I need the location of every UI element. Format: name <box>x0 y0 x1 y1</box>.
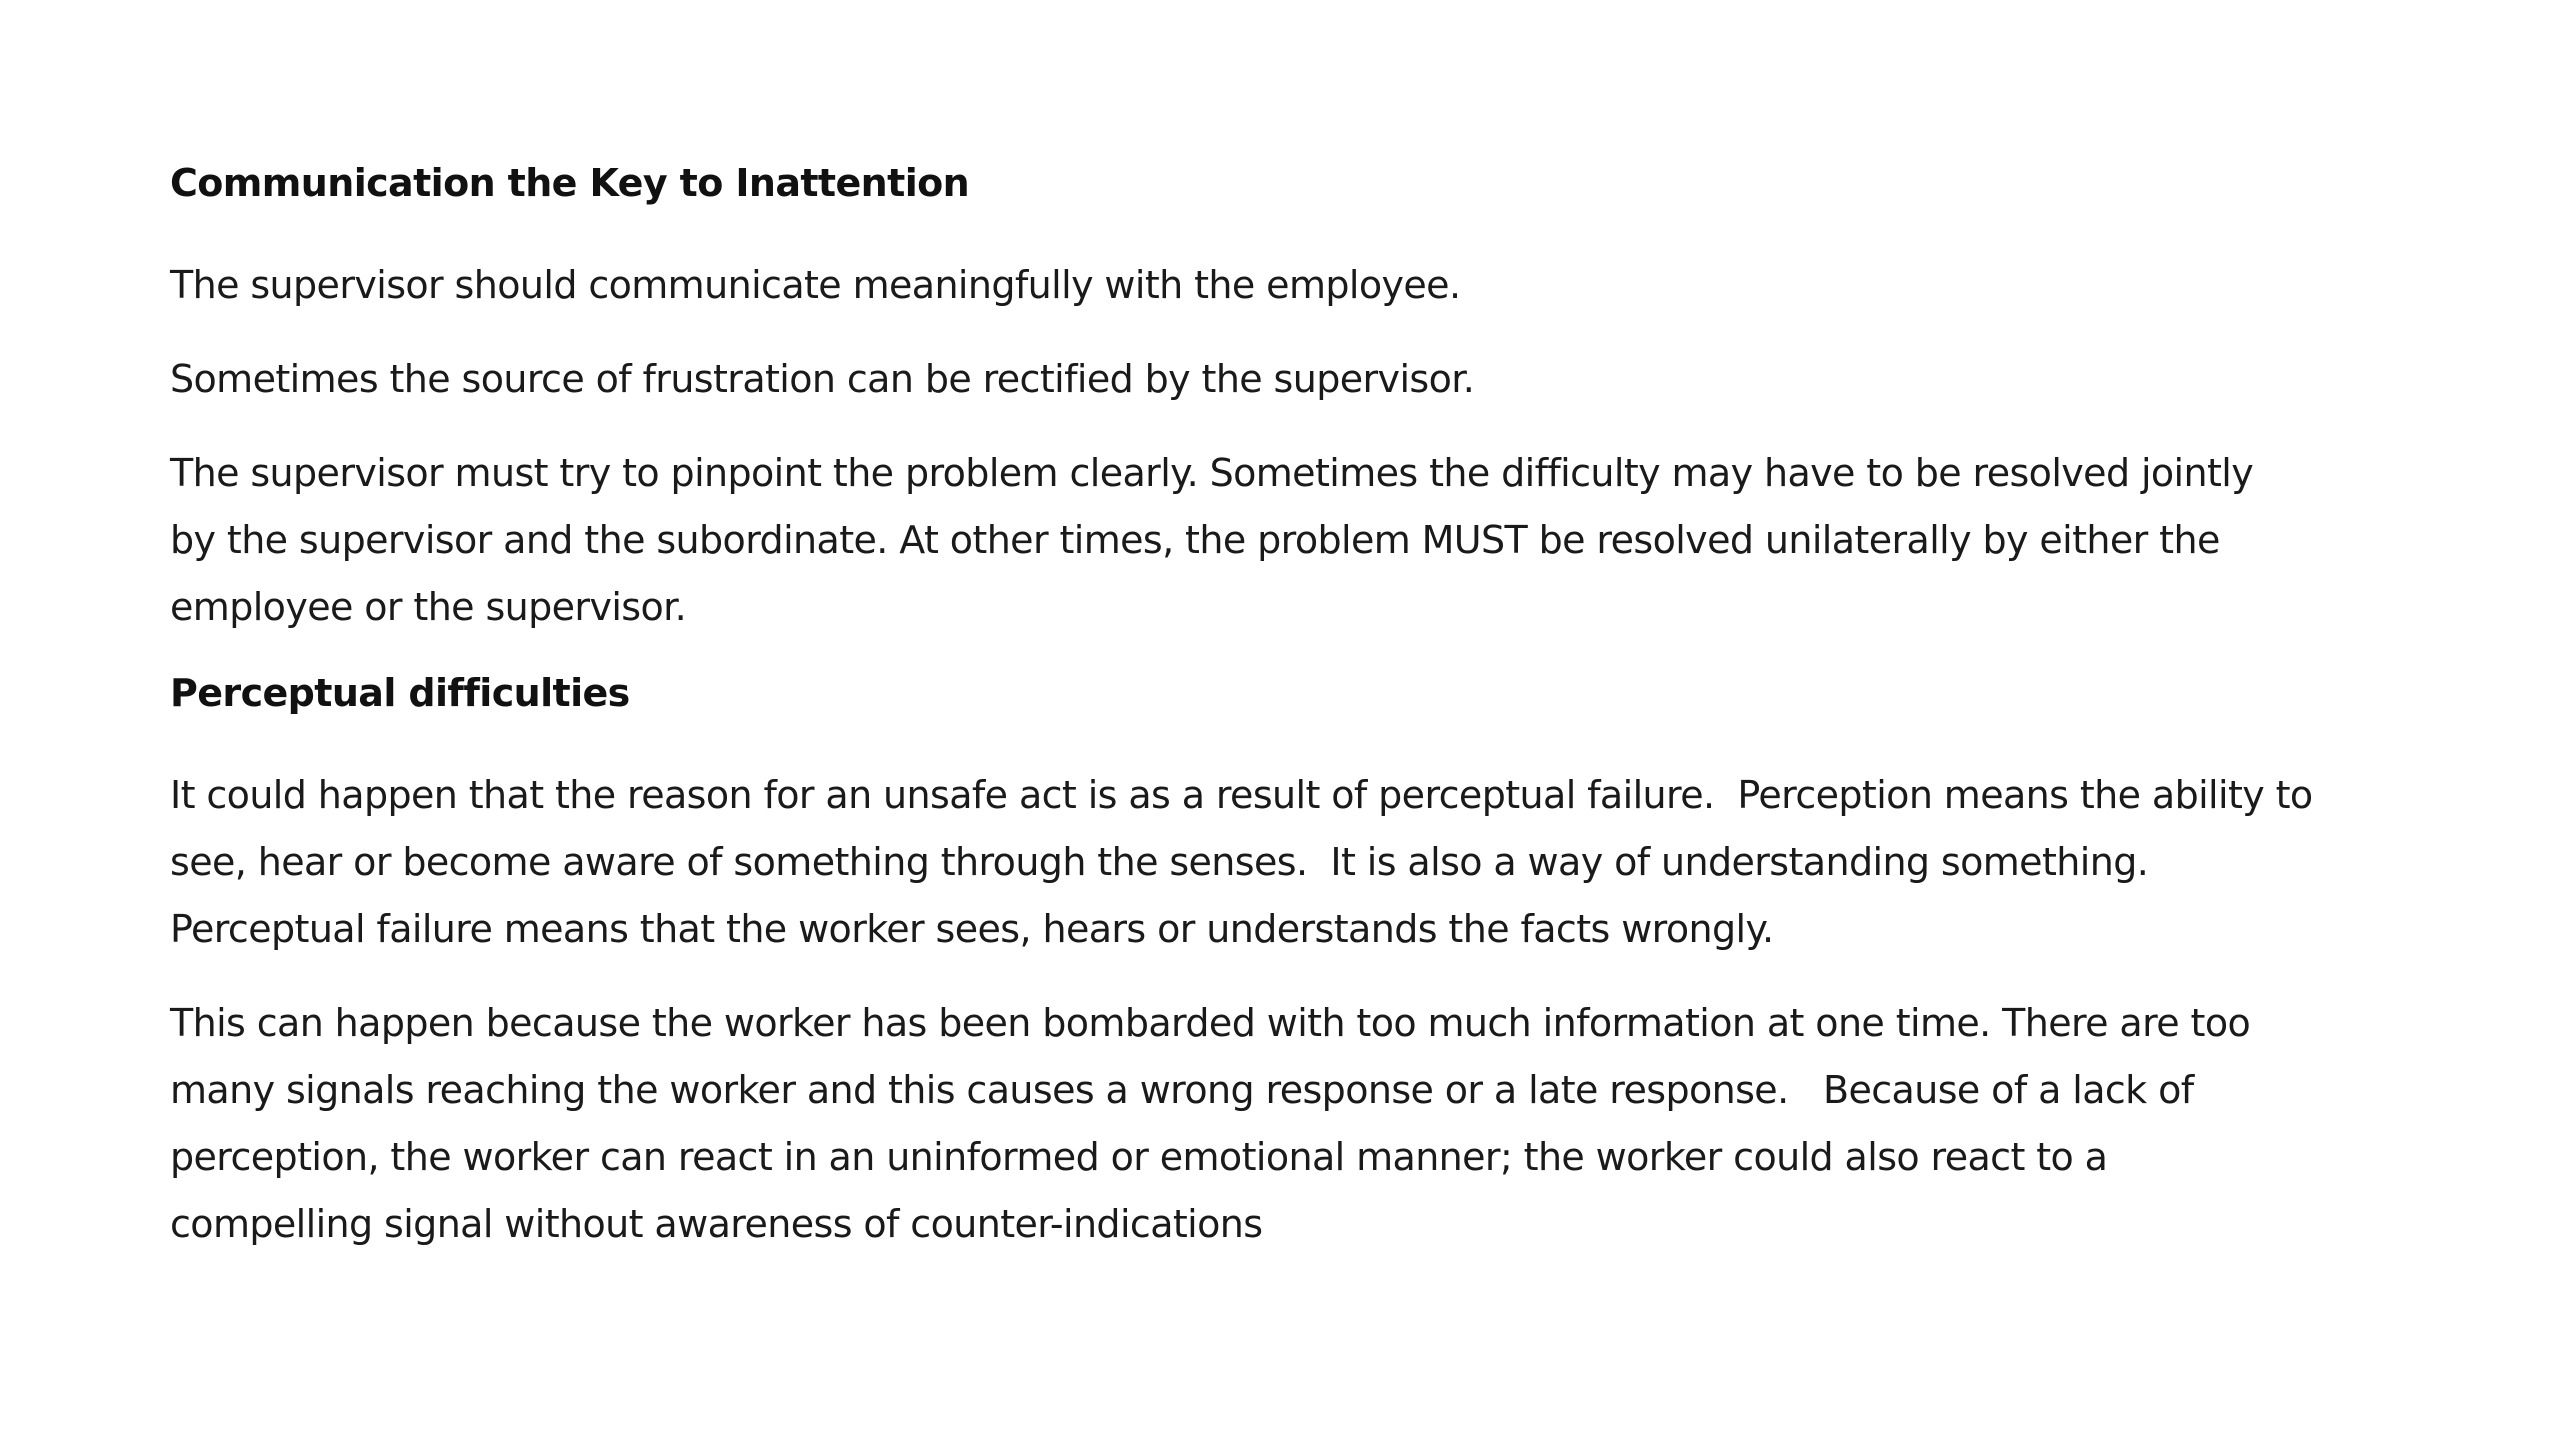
paragraph-line: see, hear or become aware of something through the senses. It is also a way of understanding something. <box>170 840 2149 884</box>
paragraph-information-overload <box>170 990 2370 1258</box>
paragraph-frustration <box>170 346 2370 413</box>
paragraph-line: perception, the worker can react in an uninformed or emotional manner; the worker could also react to a <box>170 1135 2108 1179</box>
paragraph-communicate <box>170 252 2370 319</box>
heading-line: Communication the Key to Inattention <box>170 161 970 205</box>
paragraph-line: many signals reaching the worker and this causes a wrong response or a late response. Because of a lack of <box>170 1068 2194 1112</box>
section-heading-perceptual <box>170 668 2370 718</box>
heading-line: Perceptual difficulties <box>170 671 630 715</box>
paragraph-line: It could happen that the reason for an unsafe act is as a result of perceptual failure. Perception means the ability to <box>170 773 2313 817</box>
paragraph-line: The supervisor must try to pinpoint the problem clearly. Sometimes the difficulty may have to be resolved jointly <box>170 451 2254 495</box>
section-heading-communication <box>170 158 2370 208</box>
paragraph-line: Sometimes the source of frustration can be rectified by the supervisor. <box>170 357 1475 401</box>
document-body <box>170 158 2370 1285</box>
paragraph-line: employee or the supervisor. <box>170 585 687 629</box>
paragraph-pinpoint-problem <box>170 440 2370 641</box>
paragraph-line: by the supervisor and the subordinate. At other times, the problem MUST be resolved unilaterally by either the <box>170 518 2220 562</box>
paragraph-line: The supervisor should communicate meaningfully with the employee. <box>170 263 1461 307</box>
paragraph-line: compelling signal without awareness of counter-indications <box>170 1202 1263 1246</box>
paragraph-line: This can happen because the worker has been bombarded with too much information at one time. There are too <box>170 1001 2251 1045</box>
paragraph-line: Perceptual failure means that the worker sees, hears or understands the facts wrongly. <box>170 907 1774 951</box>
paragraph-perceptual-failure <box>170 762 2370 963</box>
